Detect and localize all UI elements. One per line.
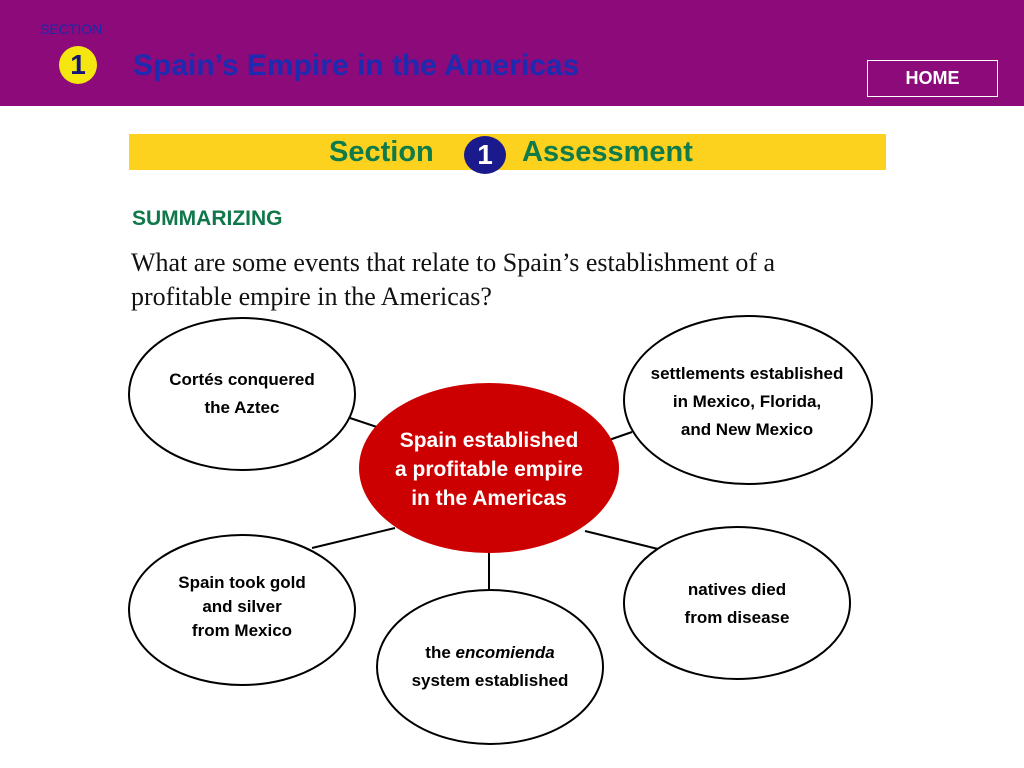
node-settlements-text: settlements established in Mexico, Florida, and New Mexico (650, 364, 844, 439)
connector-gold (312, 528, 395, 548)
assessment-section-text: Section (329, 136, 434, 168)
section-number-badge: 1 (59, 46, 97, 84)
node-gold-text: Spain took gold and silver from Mexico (178, 573, 306, 640)
assessment-text: Assessment (522, 136, 693, 168)
node-encomienda-text: the encomienda system established (411, 643, 569, 690)
center-text: Spain established a profitable empire in the Americas (395, 429, 583, 510)
question-text: What are some events that relate to Spain’s establishment of a profitable empire in the Americas? (131, 248, 776, 311)
assessment-number-badge: 1 (464, 136, 506, 174)
page-title: Spain’s Empire in the Americas (133, 49, 580, 82)
node-aztec-text: Cortés conquered the Aztec (169, 370, 315, 417)
home-button[interactable]: HOME (867, 60, 998, 97)
connector-disease (585, 531, 662, 550)
section-label: SECTION (40, 21, 103, 37)
node-disease-text: natives died from disease (684, 580, 790, 627)
skill-heading: SUMMARIZING (132, 207, 283, 230)
